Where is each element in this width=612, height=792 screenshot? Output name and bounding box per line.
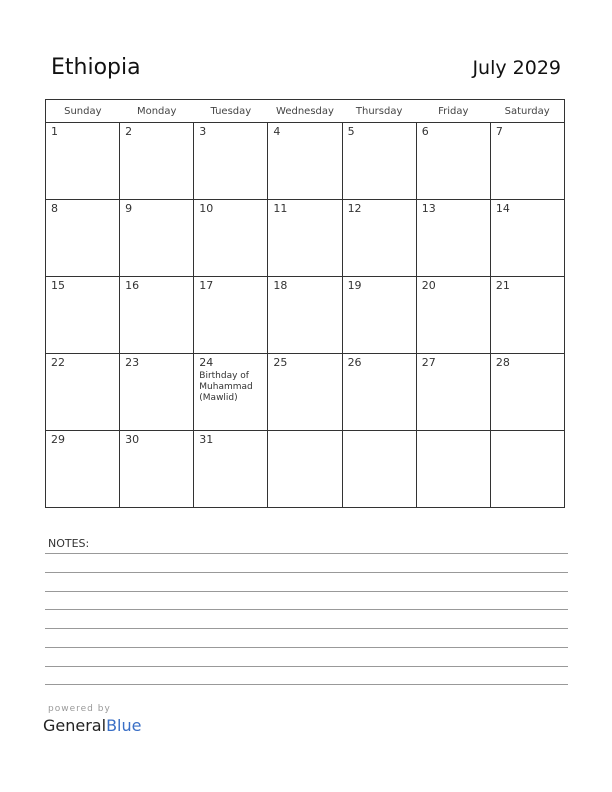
week-row <box>46 431 565 508</box>
powered-by-text: powered by <box>48 704 111 714</box>
day-cell <box>46 431 120 508</box>
brand-blue: Blue <box>106 716 142 735</box>
day-number: 3 <box>199 125 207 138</box>
notes-line <box>45 628 568 629</box>
day-number: 18 <box>273 279 288 292</box>
day-cell <box>490 431 564 508</box>
notes-line <box>45 647 568 648</box>
day-cell <box>342 200 416 277</box>
day-cell <box>416 200 490 277</box>
weekday-wednesday: Wednesday <box>268 100 342 123</box>
day-number: 11 <box>273 202 288 215</box>
day-number: 23 <box>125 356 140 369</box>
weekday-header-row <box>46 100 565 123</box>
day-cell <box>490 277 564 354</box>
day-number: 21 <box>495 279 510 292</box>
brand-general: General <box>43 716 107 735</box>
day-cell <box>342 431 416 508</box>
day-cell <box>268 123 342 200</box>
day-cell <box>120 354 194 431</box>
day-number: 14 <box>495 202 510 215</box>
notes-line <box>45 572 568 573</box>
day-number: 22 <box>51 356 65 369</box>
day-cell <box>268 431 342 508</box>
day-cell <box>120 431 194 508</box>
week-row <box>46 277 565 354</box>
day-cell <box>194 431 268 508</box>
day-cell <box>194 123 268 200</box>
day-cell <box>490 123 564 200</box>
day-number: 19 <box>347 279 362 292</box>
day-number: 24 <box>199 356 214 369</box>
day-cell <box>46 123 120 200</box>
day-cell <box>268 354 342 431</box>
day-number: 16 <box>125 279 140 292</box>
day-cell <box>342 354 416 431</box>
weekday-monday: Monday <box>120 100 194 123</box>
day-cell <box>342 277 416 354</box>
day-cell <box>342 123 416 200</box>
calendar-grid <box>45 99 565 508</box>
week-row <box>46 354 565 431</box>
day-number: 31 <box>199 433 214 446</box>
notes-line <box>45 666 568 667</box>
day-cell <box>416 431 490 508</box>
generalblue-logo <box>43 716 141 735</box>
day-cell <box>194 277 268 354</box>
day-number: 6 <box>421 125 429 138</box>
day-number: 27 <box>421 356 436 369</box>
day-cell <box>46 354 120 431</box>
day-cell <box>194 354 268 431</box>
holiday-label: Birthday of Muhammad (Mawlid) <box>199 371 253 403</box>
weekday-thursday: Thursday <box>342 100 416 123</box>
day-number: 17 <box>199 279 214 292</box>
day-number: 7 <box>495 125 503 138</box>
day-number: 1 <box>51 125 58 138</box>
week-row <box>46 123 565 200</box>
day-cell <box>416 354 490 431</box>
weekday-saturday: Saturday <box>490 100 564 123</box>
day-number: 4 <box>273 125 281 138</box>
calendar-title-country: Ethiopia <box>51 55 141 80</box>
day-cell <box>120 277 194 354</box>
day-cell <box>416 277 490 354</box>
day-cell <box>490 354 564 431</box>
day-number: 5 <box>347 125 355 138</box>
day-number: 20 <box>421 279 436 292</box>
day-number: 12 <box>347 202 362 215</box>
notes-line <box>45 684 568 685</box>
notes-line <box>45 591 568 592</box>
week-row <box>46 200 565 277</box>
weekday-friday: Friday <box>416 100 490 123</box>
day-number: 15 <box>51 279 65 292</box>
calendar-title-month: July 2029 <box>472 57 561 79</box>
day-number: 10 <box>199 202 214 215</box>
day-cell <box>490 200 564 277</box>
day-cell <box>120 200 194 277</box>
day-number: 28 <box>495 356 510 369</box>
weekday-tuesday: Tuesday <box>194 100 268 123</box>
notes-line <box>45 553 568 554</box>
day-number: 8 <box>51 202 58 215</box>
day-cell <box>46 277 120 354</box>
day-cell <box>416 123 490 200</box>
day-cell <box>194 200 268 277</box>
notes-line <box>45 609 568 610</box>
notes-label: NOTES: <box>48 537 90 550</box>
day-number: 9 <box>125 202 133 215</box>
day-cell <box>46 200 120 277</box>
day-number: 29 <box>51 433 65 446</box>
day-number: 25 <box>273 356 288 369</box>
weekday-sunday: Sunday <box>46 100 120 123</box>
day-number: 30 <box>125 433 140 446</box>
day-number: 13 <box>421 202 436 215</box>
day-number: 26 <box>347 356 362 369</box>
day-cell <box>268 200 342 277</box>
day-number: 2 <box>125 125 133 138</box>
day-cell <box>268 277 342 354</box>
day-cell <box>120 123 194 200</box>
